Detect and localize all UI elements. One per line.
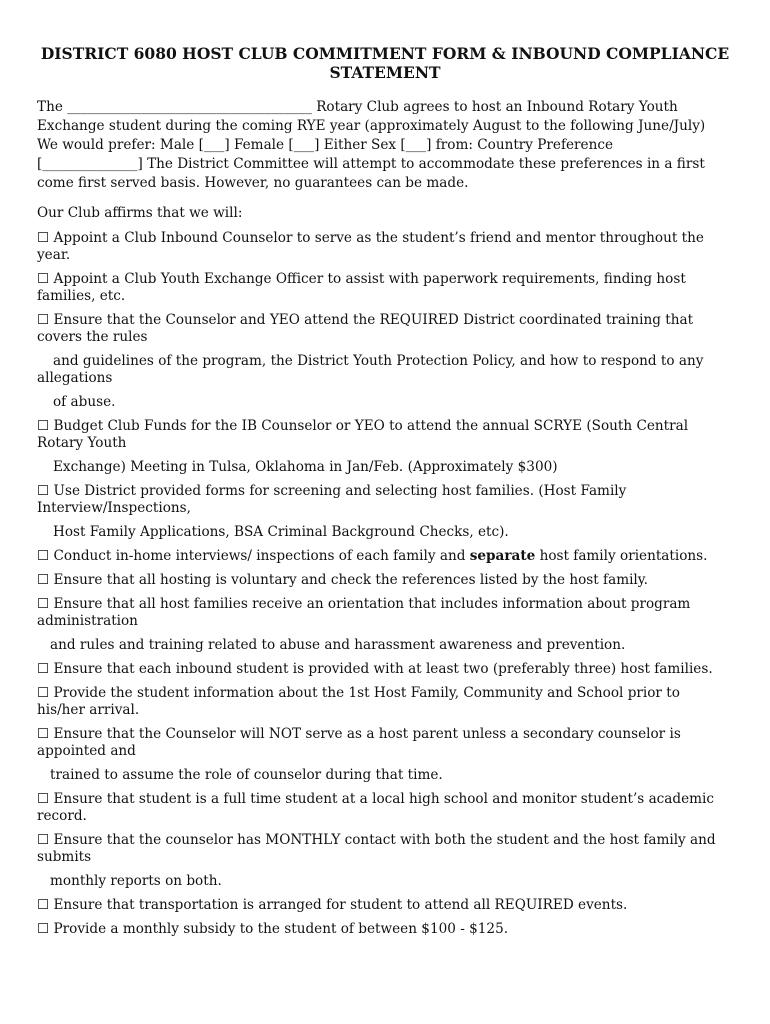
item-continuation: and guidelines of the program, the District Youth Protection Policy, and how to respond to any allegations [37, 353, 704, 386]
commitment-item: ☐ Ensure that the counselor has MONTHLY contact with both the student and the host family and submits [37, 832, 716, 865]
commitment-item: ☐ Ensure that the Counselor will NOT serve as a host parent unless a secondary counselor is appointed and [37, 726, 681, 759]
commitment-item: ☐ Ensure that student is a full time student at a local high school and monitor student’s academic record. [37, 791, 714, 824]
item-continuation: monthly reports on both. [50, 873, 222, 889]
item-continuation: Host Family Applications, BSA Criminal Background Checks, etc). [53, 524, 509, 540]
commitment-item: ☐ Provide a monthly subsidy to the student of between $100 - $125. [37, 921, 509, 937]
item-continuation: trained to assume the role of counselor during that time. [50, 767, 443, 783]
intro-line: We would prefer: Male [___] Female [___] Either Sex [___] from: Country Preference [37, 137, 614, 153]
affirm-heading: Our Club affirms that we will: [37, 205, 243, 221]
intro-line: Exchange student during the coming RYE year (approximately August to the following June/July) [37, 118, 706, 134]
form-title: DISTRICT 6080 HOST CLUB COMMITMENT FORM & INBOUND COMPLIANCE STATEMENT [40, 44, 730, 82]
item-continuation: Exchange) Meeting in Tulsa, Oklahoma in Jan/Feb. (Approximately $300) [53, 459, 558, 475]
intro-line: come first served basis. However, no guarantees can be made. [37, 175, 469, 191]
item-continuation: of abuse. [53, 394, 116, 410]
commitment-item: ☐ Provide the student information about the 1st Host Family, Community and School prior to his/her arrival. [37, 685, 680, 718]
item-continuation: and rules and training related to abuse and harassment awareness and prevention. [50, 637, 626, 653]
commitment-item: ☐ Appoint a Club Youth Exchange Officer to assist with paperwork requirements, finding host families, etc. [37, 271, 686, 304]
commitment-item: ☐ Ensure that all hosting is voluntary and check the references listed by the host family. [37, 572, 648, 588]
form-page [37, 44, 733, 938]
intro-paragraph [37, 98, 733, 193]
commitment-item: ☐ Budget Club Funds for the IB Counselor or YEO to attend the annual SCRYE (South Central Rotary Youth [37, 418, 689, 451]
commitment-item: ☐ Ensure that the Counselor and YEO attend the REQUIRED District coordinated training that covers the rules [37, 312, 694, 345]
intro-line: The ____________________________________ Rotary Club agrees to host an Inbound Rotary Youth [37, 99, 678, 115]
emphasis-separate: separate [469, 548, 536, 564]
commitment-item: ☐ Use District provided forms for screening and selecting host families. (Host Family Interview/Inspections, [37, 483, 627, 516]
intro-line: [______________] The District Committee will attempt to accommodate these preferences in a first [37, 156, 705, 172]
commitment-item: ☐ Ensure that transportation is arranged for student to attend all REQUIRED events. [37, 897, 628, 913]
commitment-item: ☐ Ensure that all host families receive an orientation that includes information about program administration [37, 596, 691, 629]
commitment-item: ☐ Conduct in-home interviews/ inspections of each family and separate host family orientations. [37, 548, 708, 564]
commitment-item: ☐ Ensure that each inbound student is provided with at least two (preferably three) host families. [37, 661, 713, 677]
commitment-item: ☐ Appoint a Club Inbound Counselor to serve as the student’s friend and mentor throughout the year. [37, 230, 704, 263]
